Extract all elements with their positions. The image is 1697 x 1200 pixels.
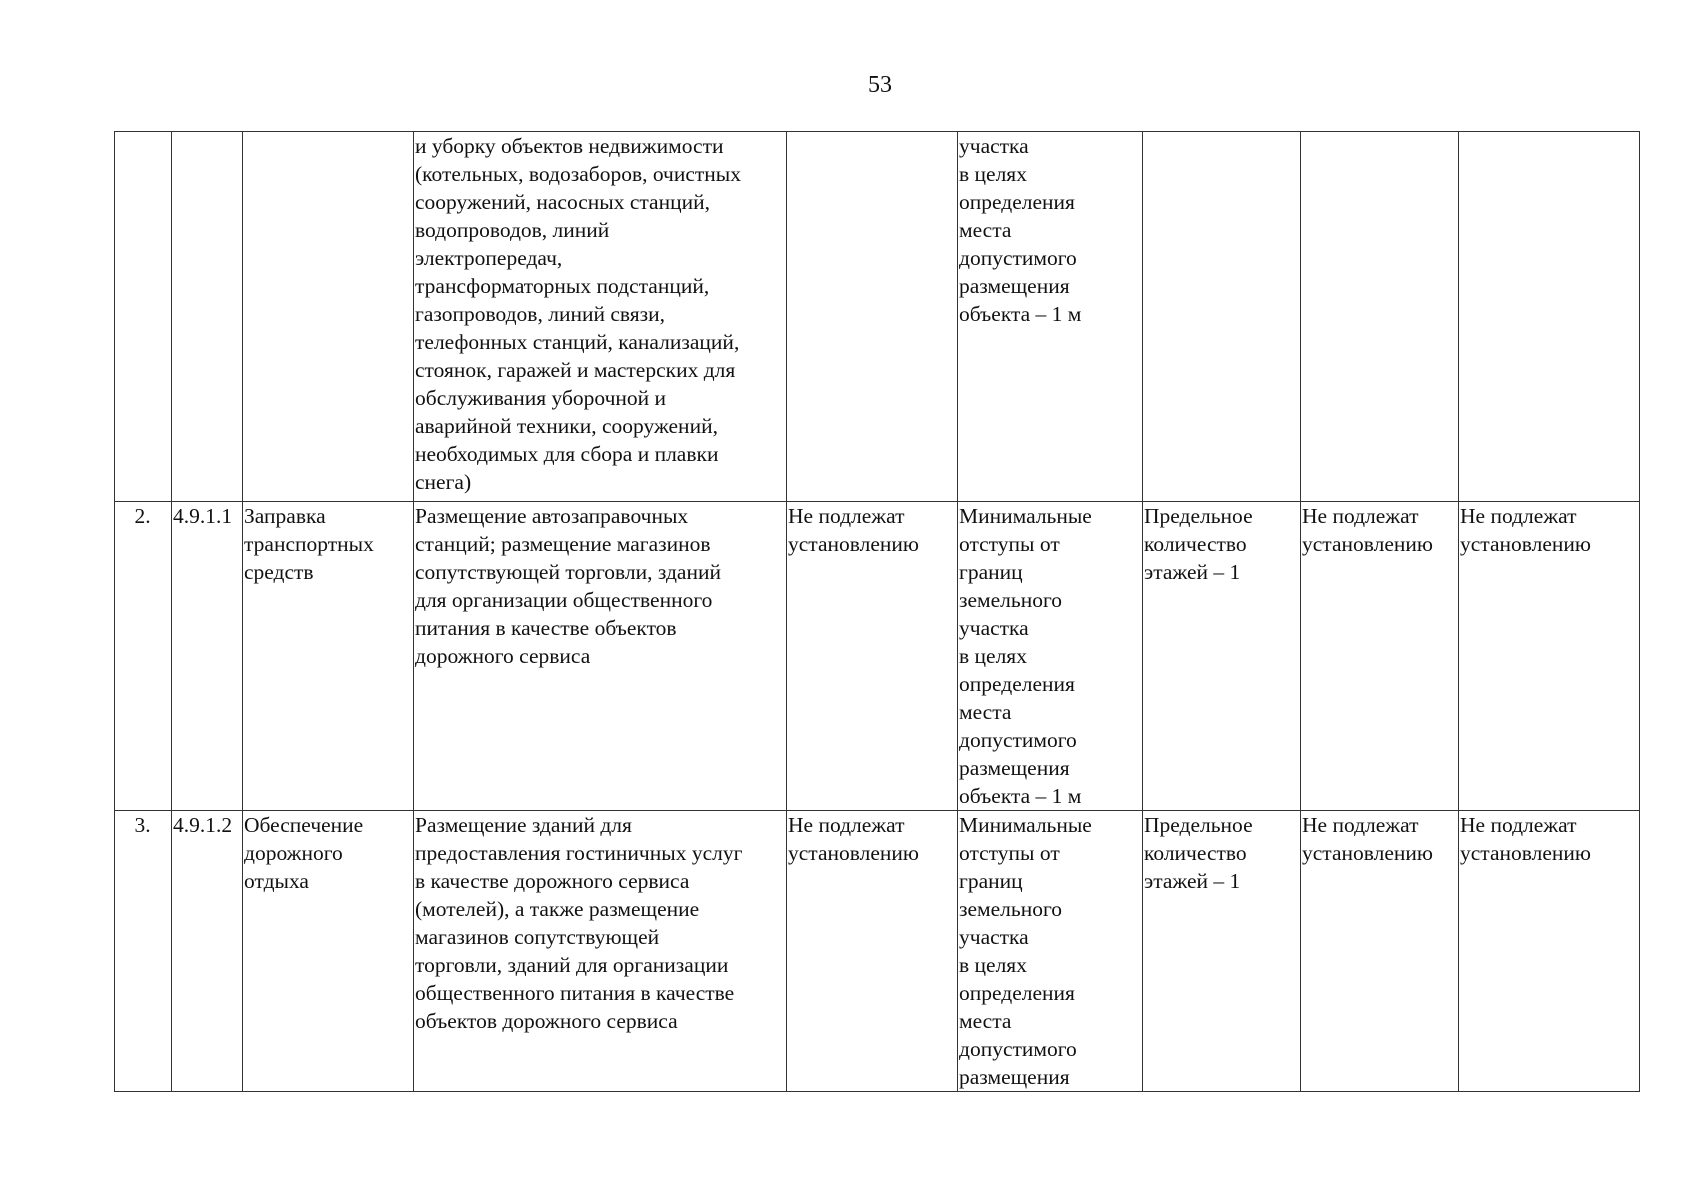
description-cell: и уборку объектов недвижимости (котельных, водозаборов, очистных сооружений, насосных станций, водопроводов, линий электропередач, трансформаторных подстанций, газопроводов, линий связи, телефонных станций, канализаций, стоянок, гаражей и мастерских для обслуживания уборочной и аварийной техники, сооружений, необходимых для сбора и плавки снега) [414, 132, 787, 502]
floors-cell [1143, 132, 1301, 502]
row-number-cell: 3. [115, 811, 172, 1092]
code-cell: 4.9.1.2 [172, 811, 243, 1092]
coverage-cell: Не подлежат установлению [1301, 811, 1459, 1092]
other-params-cell [1459, 132, 1640, 502]
row-number-cell: 2. [115, 502, 172, 811]
land-use-regulations-table [114, 131, 1640, 1092]
use-name-cell: Обеспечение дорожного отдыха [243, 811, 414, 1092]
table-row [115, 502, 1640, 811]
use-name-cell: Заправка транспортных средств [243, 502, 414, 811]
setbacks-cell: участка в целях определения места допустимого размещения объекта – 1 м [958, 132, 1143, 502]
plot-size-cell: Не подлежат установлению [787, 811, 958, 1092]
other-params-cell: Не подлежат установлению [1459, 811, 1640, 1092]
plot-size-cell: Не подлежат установлению [787, 502, 958, 811]
floors-cell: Предельное количество этажей – 1 [1143, 502, 1301, 811]
code-cell [172, 132, 243, 502]
use-name-cell [243, 132, 414, 502]
page-number: 53 [868, 72, 892, 98]
description-cell: Размещение зданий для предоставления гостиничных услуг в качестве дорожного сервиса (мотелей), а также размещение магазинов сопутствующей торговли, зданий для организации общественного питания в качестве объектов дорожного сервиса [414, 811, 787, 1092]
row-number-cell [115, 132, 172, 502]
coverage-cell: Не подлежат установлению [1301, 502, 1459, 811]
table-row [115, 132, 1640, 502]
description-cell: Размещение автозаправочных станций; размещение магазинов сопутствующей торговли, зданий для организации общественного питания в качестве объектов дорожного сервиса [414, 502, 787, 811]
plot-size-cell [787, 132, 958, 502]
setbacks-cell: Минимальные отступы от границ земельного участка в целях определения места допустимого размещения [958, 811, 1143, 1092]
coverage-cell [1301, 132, 1459, 502]
table-row [115, 811, 1640, 1092]
floors-cell: Предельное количество этажей – 1 [1143, 811, 1301, 1092]
other-params-cell: Не подлежат установлению [1459, 502, 1640, 811]
code-cell: 4.9.1.1 [172, 502, 243, 811]
setbacks-cell: Минимальные отступы от границ земельного участка в целях определения места допустимого размещения объекта – 1 м [958, 502, 1143, 811]
